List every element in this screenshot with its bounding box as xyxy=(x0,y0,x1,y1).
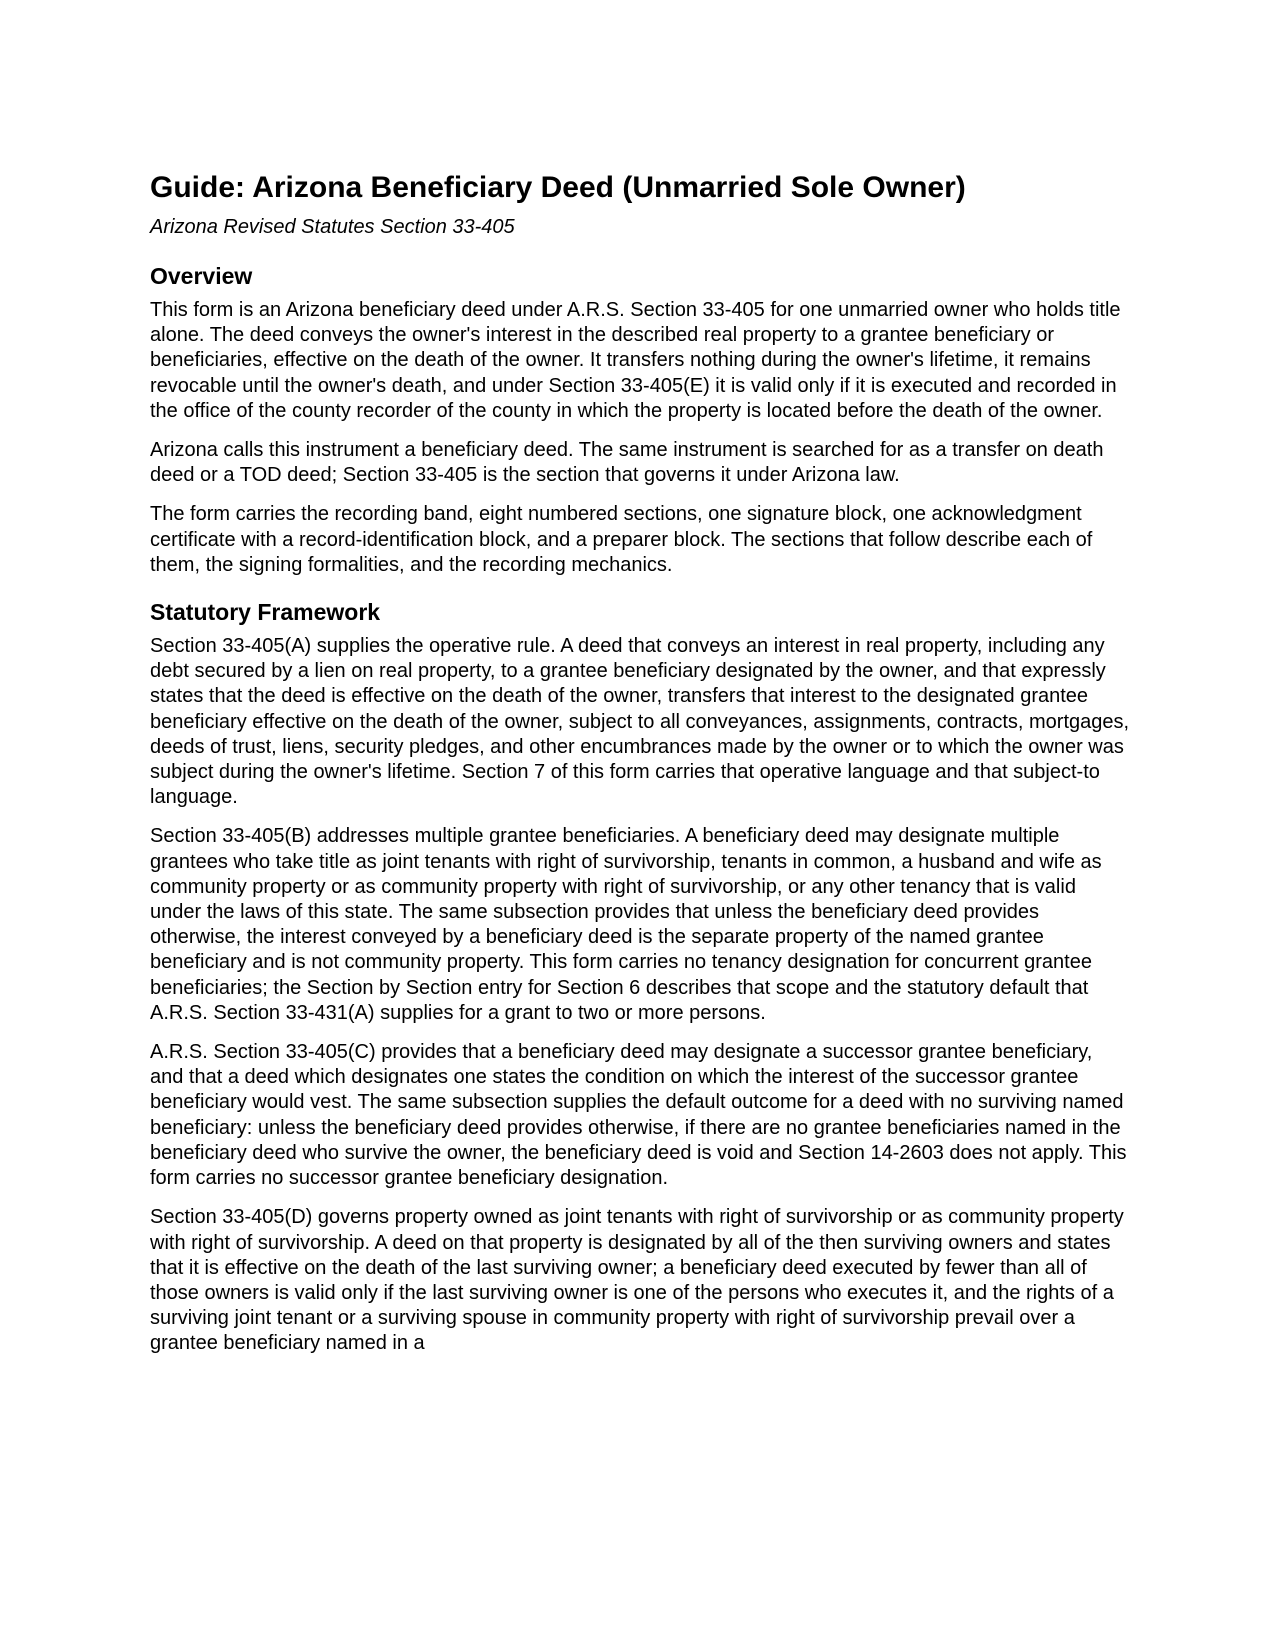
document-page xyxy=(150,170,1130,1377)
document-title: Guide: Arizona Beneficiary Deed (Unmarried Sole Owner) xyxy=(150,171,966,204)
paragraph: Arizona calls this instrument a beneficiary deed. The same instrument is searched for as a transfer on death deed or a TOD deed; Section 33-405 is the section that governs it under Arizona law. xyxy=(150,439,1104,487)
paragraph: The form carries the recording band, eight numbered sections, one signature block, one acknowledgment certificate with a record-identification block, and a preparer block. The sections that follow describe each of them, the signing formalities, and the recording mechanics. xyxy=(150,503,1093,576)
section-heading: Statutory Framework xyxy=(150,599,381,626)
section-overview xyxy=(150,262,1130,578)
section-heading: Overview xyxy=(150,263,253,289)
paragraph: A.R.S. Section 33-405(C) provides that a beneficiary deed may designate a successor grantee beneficiary, and that a deed which designates one states the condition on which the interest of the successor grantee beneficiary would vest. The same subsection supplies the default outcome for a deed with no surviving named beneficiary: unless the beneficiary deed provides otherwise, if there are no grantee beneficiaries named in the beneficiary deed who survive the owner, the beneficiary deed is void and Section 14-2603 does not apply. This form carries no successor grantee beneficiary designation. xyxy=(150,1041,1127,1190)
document-subtitle: Arizona Revised Statutes Section 33-405 xyxy=(150,216,515,238)
paragraph: Section 33-405(A) supplies the operative rule. A deed that conveys an interest in real property, including any debt secured by a lien on real property, to a grantee beneficiary designated by the owner, and that expressly states that the deed is effective on the death of the owner, transfers that interest to the designated grantee beneficiary effective on the death of the owner, subject to all conveyances, assignments, contracts, mortgages, deeds of trust, liens, security pledges, and other encumbrances made by the owner or to which the owner was subject during the owner's lifetime. Section 7 of this form carries that operative language and that subject-to language. xyxy=(150,635,1130,809)
paragraph: This form is an Arizona beneficiary deed under A.R.S. Section 33-405 for one unmarried owner who holds title alone. The deed conveys the owner's interest in the described real property to a grantee beneficiary or beneficiaries, effective on the death of the owner. It transfers nothing during the owner's lifetime, it remains revocable until the owner's death, and under Section 33-405(E) it is valid only if it is executed and recorded in the office of the county recorder of the county in which the property is located before the death of the owner. xyxy=(150,299,1121,422)
section-statutory-framework xyxy=(150,598,1130,1356)
paragraph: Section 33-405(B) addresses multiple grantee beneficiaries. A beneficiary deed may designate multiple grantees who take title as joint tenants with right of survivorship, tenants in common, a husband and wife as community property or as community property with right of survivorship, or any other tenancy that is valid under the laws of this state. The same subsection provides that unless the beneficiary deed provides otherwise, the interest conveyed by a beneficiary deed is the separate property of the named grantee beneficiary and is not community property. This form carries no tenancy designation for concurrent grantee beneficiaries; the Section by Section entry for Section 6 describes that scope and the statutory default that A.R.S. Section 33-431(A) supplies for a grant to two or more persons. xyxy=(150,825,1102,1024)
paragraph: Section 33-405(D) governs property owned as joint tenants with right of survivorship or as community property with right of survivorship. A deed on that property is designated by all of the then surviving owners and states that it is effective on the death of the last surviving owner; a beneficiary deed executed by fewer than all of those owners is valid only if the last surviving owner is one of the persons who executes it, and the rights of a surviving joint tenant or a surviving spouse in community property with right of survivorship prevail over a grantee beneficiary named in a xyxy=(150,1206,1124,1355)
